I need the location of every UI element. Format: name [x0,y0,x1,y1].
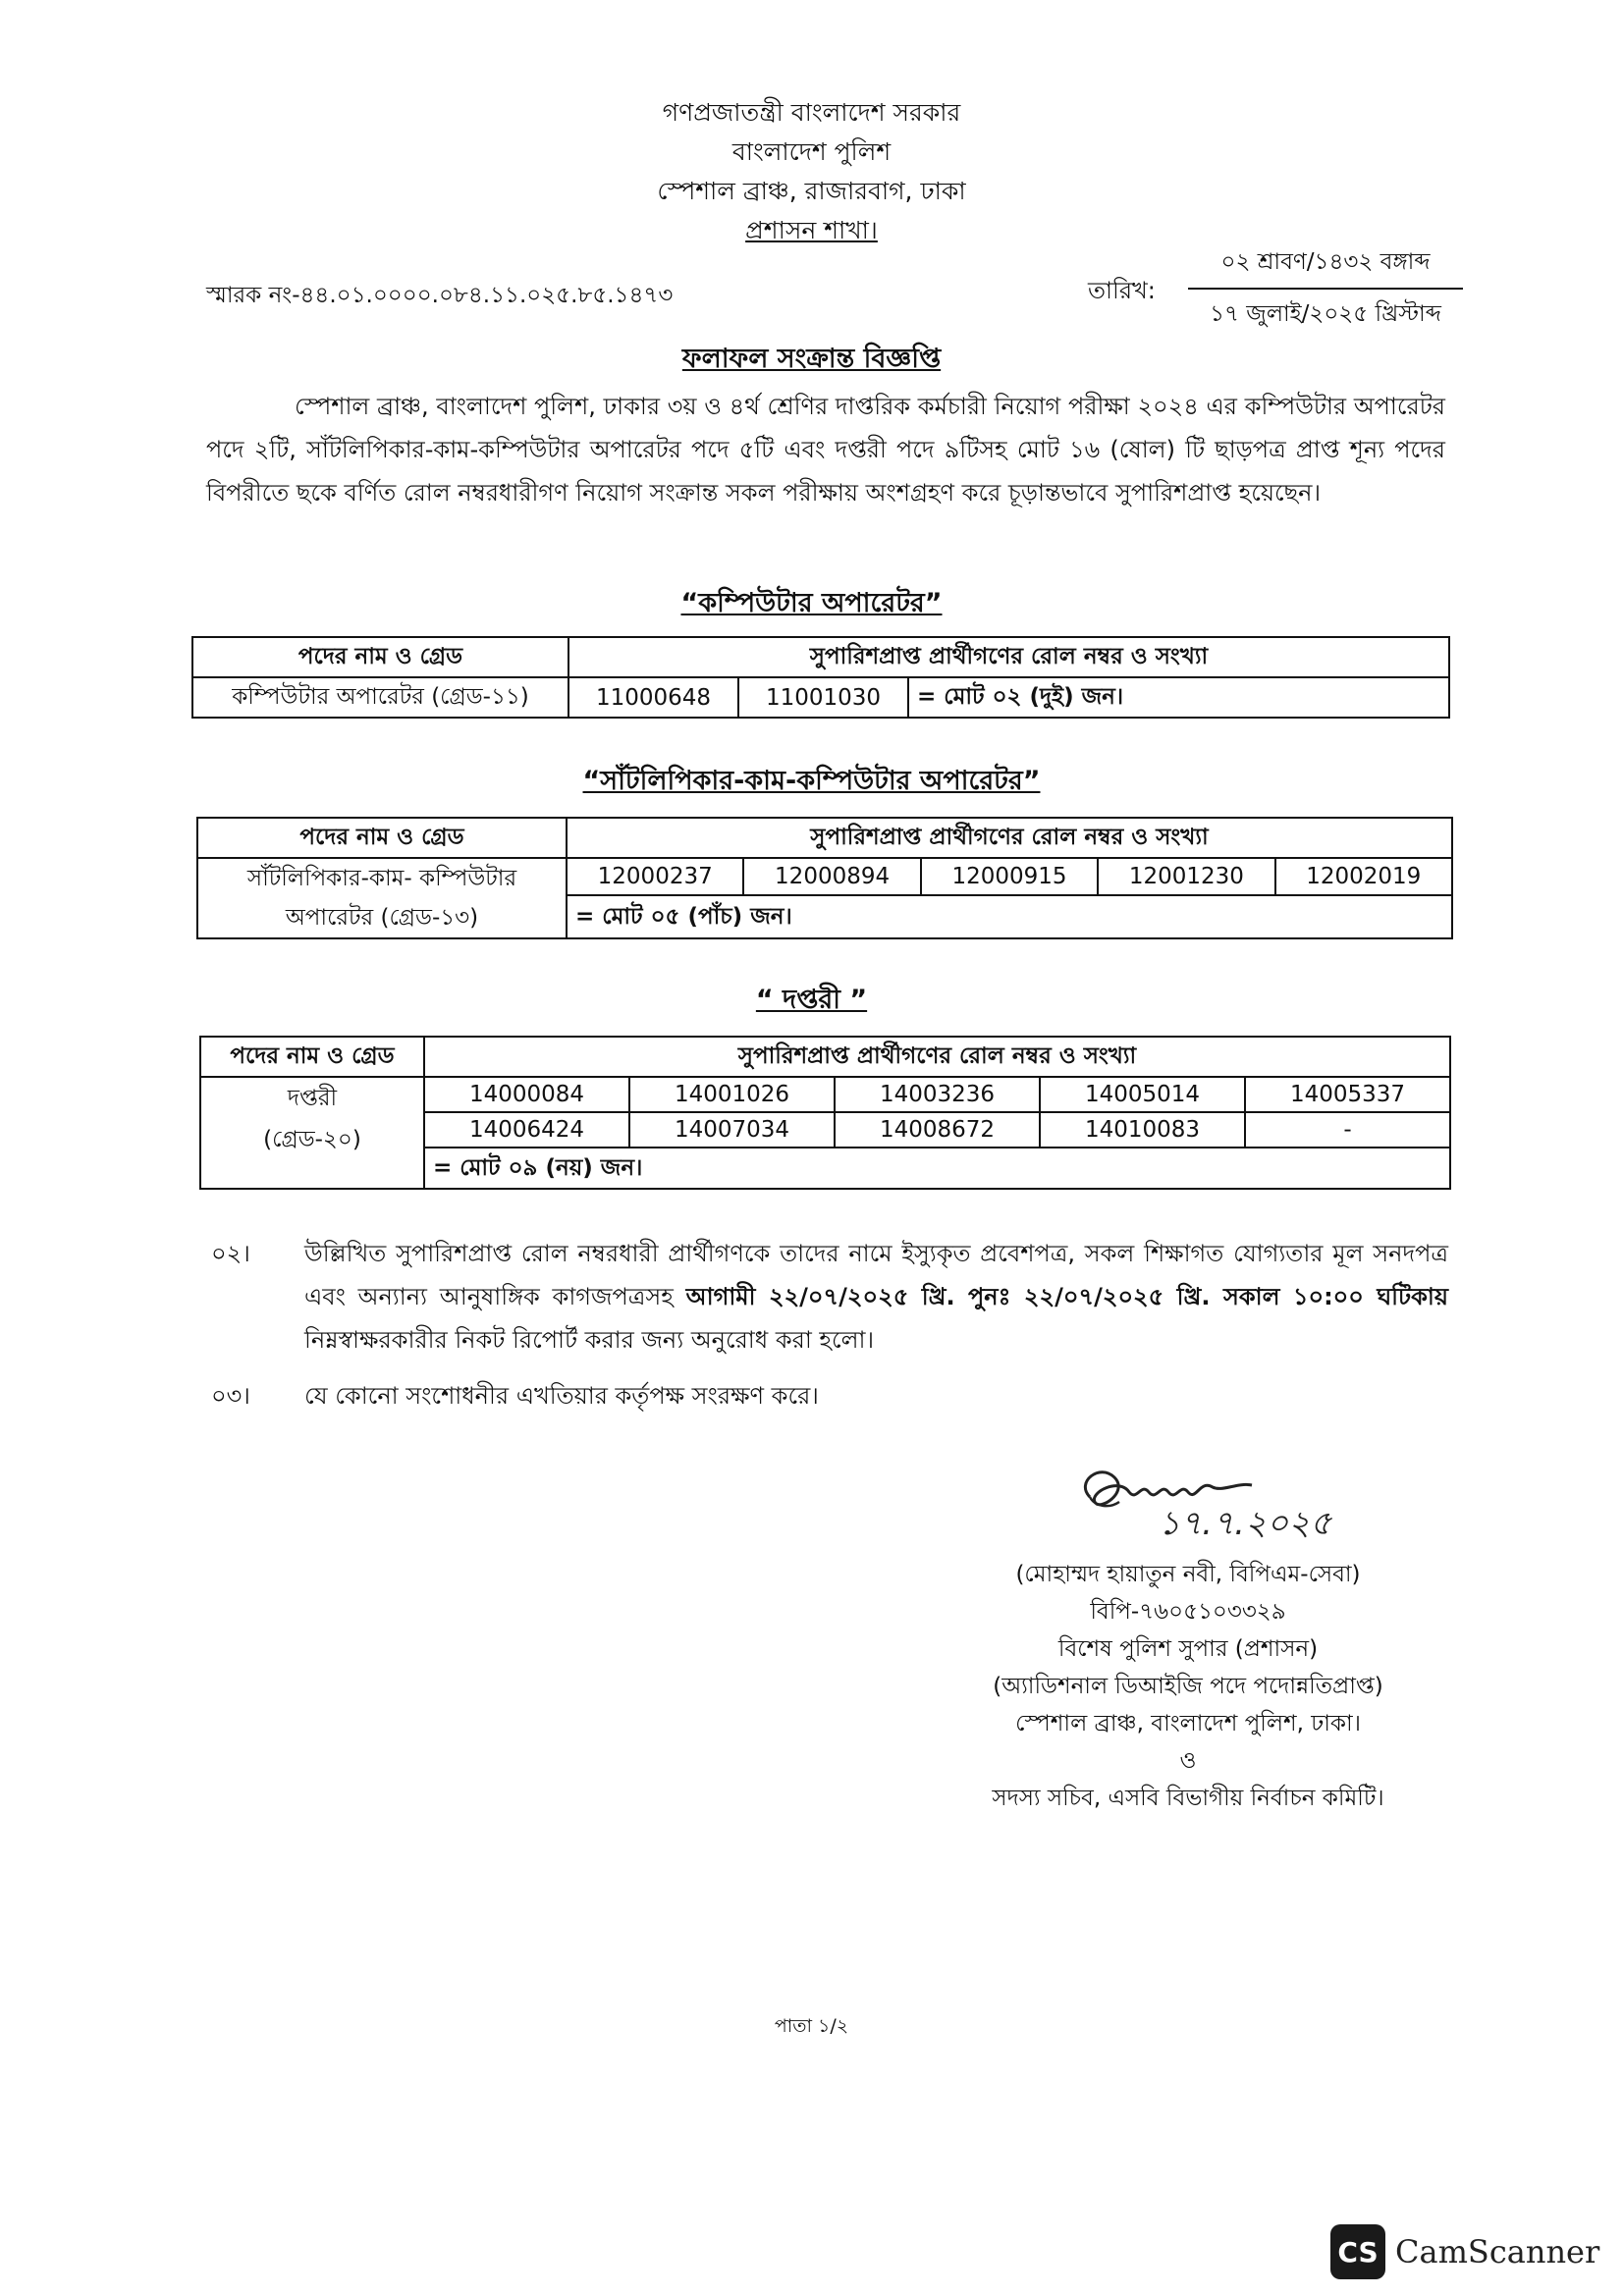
roll-number: 14006424 [424,1112,629,1148]
roll-number: 14005014 [1040,1077,1245,1112]
date-bangla: ০২ শ্রাবণ/১৪৩২ বঙ্গাব্দ [1188,243,1463,290]
post-name: কম্পিউটার অপারেটর (গ্রেড-১১) [192,677,568,718]
point-2 [211,1232,1448,1362]
post-name-line2: (গ্রেড-২০) [263,1127,361,1152]
roll-number: 12000237 [567,858,743,895]
stenographer-table [196,817,1453,939]
camscanner-text: CamScanner [1395,2233,1600,2270]
roll-number: 14008672 [835,1112,1040,1148]
camscanner-watermark [1330,2223,1599,2280]
signer-designation: বিশেষ পুলিশ সুপার (প্রশাসন) [1057,1636,1319,1662]
post-name-line1: দপ্তরী [287,1086,338,1111]
daftari-table [199,1036,1451,1190]
signer-and: ও [1179,1748,1197,1774]
col-header-post: পদের নাম ও গ্রেড [200,1037,424,1077]
roll-number: 14003236 [835,1077,1040,1112]
col-header-rolls: সুপারিশপ্রাপ্ত প্রার্থীগণের রোল নম্বর ও সংখ্যা [424,1037,1450,1077]
date-label: তারিখ: [1088,277,1156,304]
point-number: ০৩। [211,1382,250,1410]
notice-title: ফলাফল সংক্রান্ত বিজ্ঞপ্তি [681,344,942,374]
roll-number: 12002019 [1275,858,1452,895]
roll-number: 12000894 [743,858,920,895]
point-number: ০২। [211,1240,250,1267]
police-header: বাংলাদেশ পুলিশ [731,137,892,166]
post-name [200,1077,424,1189]
point-text: যে কোনো সংশোধনীর এখতিয়ার কর্তৃপক্ষ সংরক্ষণ করে। [304,1382,819,1410]
roll-number: 11000648 [568,677,738,718]
point-text [304,1232,1448,1362]
computer-operator-table [191,636,1450,719]
branch-header: স্পেশাল ব্রাঞ্চ, রাজারবাগ, ঢাকা [657,177,966,205]
roll-number: 14000084 [424,1077,629,1112]
roll-number: 11001030 [738,677,908,718]
signature-date: ১৭.৭.২০২৫ [1159,1504,1332,1543]
point-2-text-a: উল্লিখিত সুপারিশপ্রাপ্ত রোল নম্বরধারী প্রার্থীগণকে তাদের নামে ইস্যুকৃত প্রবেশপত্র, সকল শিক্ষাগত যোগ্যতার মূল সনদপত্র এবং অন্যান্য আনুষাঙ্গিক কাগজপত্রসহ [304,1240,1448,1310]
section-header: প্রশাসন শাখা। [745,216,878,244]
roll-number: 14005337 [1245,1077,1450,1112]
date-english: ১৭ জুলাই/২০২৫ খ্রিস্টাব্দ [1210,301,1441,327]
roll-number: 14001026 [629,1077,835,1112]
post-name-line2: অপারেটর (গ্রেড-১৩) [285,905,479,931]
total-count: = মোট ০৫ (পাঁচ) জন। [567,895,1452,938]
col-header-rolls: সুপারিশপ্রাপ্ত প্রার্থীগণের রোল নম্বর ও সংখ্যা [567,818,1452,858]
point-2-text-b: নিম্নস্বাক্ষরকারীর নিকট রিপোর্ট করার জন্য অনুরোধ করা হলো। [304,1326,875,1354]
section-title-stenographer: “সাঁটলিপিকার-কাম-কম্পিউটার অপারেটর” [582,766,1041,796]
post-name-line1: সাঁটলিপিকার-কাম- কম্পিউটার [246,866,517,891]
roll-number: 14007034 [629,1112,835,1148]
col-header-post: পদের নাম ও গ্রেড [197,818,567,858]
total-count: = মোট ০২ (দুই) জন। [908,677,1449,718]
section-title-daftari: “ দপ্তরী ” [755,985,868,1015]
col-header-rolls: সুপারিশপ্রাপ্ত প্রার্থীগণের রোল নম্বর ও সংখ্যা [568,637,1449,677]
handwritten-signature [1070,1458,1394,1546]
intro-paragraph [206,385,1445,514]
point-2-report-date: আগামী ২২/০৭/২০২৫ খ্রি. পুনঃ ২২/০৭/২০২৫ খ্রি. সকাল ১০:০০ ঘটিকায় [685,1283,1448,1310]
signer-promotion: (অ্যাডিশনাল ডিআইজি পদে পদোন্নতিপ্রাপ্ত) [993,1674,1383,1699]
camscanner-logo-icon: CS [1330,2224,1385,2279]
signer-bp-number: বিপি-৭৬০৫১০৩৩২৯ [1090,1599,1286,1625]
roll-number: 12000915 [921,858,1098,895]
date-block [1188,243,1463,334]
memo-number: স্মারক নং-৪৪.০১.০০০০.০৮৪.১১.০২৫.৮৫.১৪৭৩ [206,283,674,308]
roll-number: 12001230 [1098,858,1274,895]
point-3 [211,1374,1448,1417]
signature-block [943,1556,1434,1817]
page-number: পাতা ১/২ [774,2015,849,2037]
signer-committee: সদস্য সচিব, এসবি বিভাগীয় নির্বাচন কমিটি। [992,1786,1384,1811]
signer-office: স্পেশাল ব্রাঞ্চ, বাংলাদেশ পুলিশ, ঢাকা। [1015,1711,1361,1736]
roll-number: - [1245,1112,1450,1148]
post-name [197,858,567,938]
total-count: = মোট ০৯ (নয়) জন। [424,1148,1450,1189]
section-title-computer-operator: “কম্পিউটার অপারেটর” [680,588,943,618]
roll-number: 14010083 [1040,1112,1245,1148]
govt-header: গণপ্রজাতন্ত্রী বাংলাদেশ সরকার [662,98,961,127]
signer-name: (মোহাম্মদ হায়াতুন নবী, বিপিএম-সেবা) [1015,1562,1361,1587]
intro-text: স্পেশাল ব্রাঞ্চ, বাংলাদেশ পুলিশ, ঢাকার ৩য় ও ৪র্থ শ্রেণির দাপ্তরিক কর্মচারী নিয়োগ পরীক্ষা ২০২৪ এর কম্পিউটার অপারেটর পদে ২টি, সাঁটলিপিকার-কাম-কম্পিউটার অপারেটর পদে ৫টি এবং দপ্তরী পদে ৯টিসহ মোট ১৬ (ষোল) টি ছাড়পত্র প্রাপ্ত শূন্য পদের বিপরীতে ছকে বর্ণিত রোল নম্বরধারীগণ নিয়োগ সংক্রান্ত সকল পরীক্ষায় অংশগ্রহণ করে চূড়ান্তভাবে সুপারিশপ্রাপ্ত হয়েছেন। [206,393,1445,507]
col-header-post: পদের নাম ও গ্রেড [192,637,568,677]
